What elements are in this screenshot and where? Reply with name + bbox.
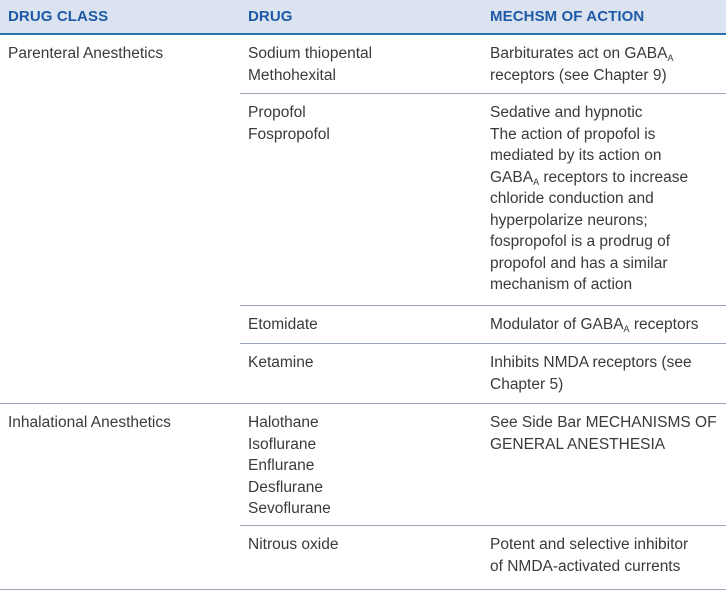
- mechanism-line: [490, 314, 722, 336]
- drug-class-cell: [8, 412, 233, 434]
- mechanism-cell: [490, 43, 722, 86]
- mechanism-text: receptors: [629, 316, 699, 333]
- drug-class-label: Inhalational Anesthetics: [8, 414, 171, 431]
- table-header: [0, 0, 726, 35]
- mechanism-line: The action of propofol is: [490, 125, 656, 143]
- mechanism-line: fospropofol is a prodrug of: [490, 233, 671, 250]
- drug-cell: [248, 352, 473, 374]
- drug-cell: [248, 102, 473, 145]
- table-row: [0, 526, 726, 590]
- drug-name: Propofol: [248, 104, 306, 121]
- drug-cell: [248, 534, 473, 556]
- mechanism-cell: [490, 534, 722, 577]
- drug-name: Etomidate: [248, 316, 318, 333]
- drug-cell: [248, 412, 473, 520]
- mechanism-cell: [490, 352, 722, 395]
- subscript: A: [533, 176, 540, 187]
- header-drug: DRUG: [248, 8, 293, 25]
- mechanism-line: See Side Bar MECHANISMS OF: [490, 414, 717, 431]
- mechanism-line: receptors (see Chapter 9): [490, 66, 667, 84]
- drug-name: Sevoflurane: [248, 500, 331, 517]
- mechanism-text: Modulator of GABA: [490, 316, 624, 333]
- table-row: [0, 306, 726, 344]
- table-bottom-rule: [0, 589, 726, 590]
- drug-name: Enflurane: [248, 457, 315, 474]
- mechanism-line: propofol and has a similar: [490, 254, 668, 272]
- drug-name: Sodium thiopental: [248, 45, 373, 62]
- mechanism-line: Potent and selective inhibitor: [490, 536, 689, 553]
- mechanism-text: GABA: [490, 168, 534, 186]
- mechanism-line: mediated by its action on: [490, 147, 662, 164]
- mechanism-cell: [490, 102, 722, 296]
- mechanism-text: Barbiturates act on GABA: [490, 45, 668, 62]
- drug-cell: [248, 314, 473, 336]
- subscript: A: [623, 324, 630, 334]
- header-drug-class: DRUG CLASS: [8, 8, 109, 25]
- mechanism-line: Chapter 5): [490, 375, 564, 393]
- drug-name: Desflurane: [248, 478, 323, 496]
- drug-name: Halothane: [248, 414, 319, 431]
- drug-name: Ketamine: [248, 354, 314, 371]
- subscript: A: [667, 53, 674, 63]
- mechanism-line: [490, 167, 722, 189]
- mechanism-line: [490, 43, 722, 65]
- drug-name: Nitrous oxide: [248, 536, 339, 553]
- table-row: [0, 344, 726, 404]
- table-row: [0, 404, 726, 526]
- drug-name: Methohexital: [248, 66, 336, 84]
- drug-class-label: Parenteral Anesthetics: [8, 45, 164, 62]
- drug-name: Fospropofol: [248, 125, 330, 143]
- mechanism-cell: [490, 314, 722, 336]
- mechanism-line: mechanism of action: [490, 276, 633, 293]
- mechanism-line: GENERAL ANESTHESIA: [490, 435, 666, 453]
- header-mechanism: MECHSM OF ACTION: [490, 8, 645, 25]
- drug-name: Isoflurane: [248, 435, 317, 453]
- drug-cell: [248, 43, 473, 86]
- table-row: [0, 94, 726, 306]
- mechanism-line: Inhibits NMDA receptors (see: [490, 354, 692, 371]
- mechanism-cell: [490, 412, 722, 455]
- drug-class-cell: [8, 43, 233, 65]
- mechanism-line: chloride conduction and: [490, 190, 654, 207]
- mechanism-line: of NMDA-activated currents: [490, 557, 681, 575]
- mechanism-text: receptors to increase: [539, 168, 689, 186]
- mechanism-line: Sedative and hypnotic: [490, 104, 643, 121]
- mechanism-line: hyperpolarize neurons;: [490, 211, 648, 229]
- table-row: [0, 35, 726, 94]
